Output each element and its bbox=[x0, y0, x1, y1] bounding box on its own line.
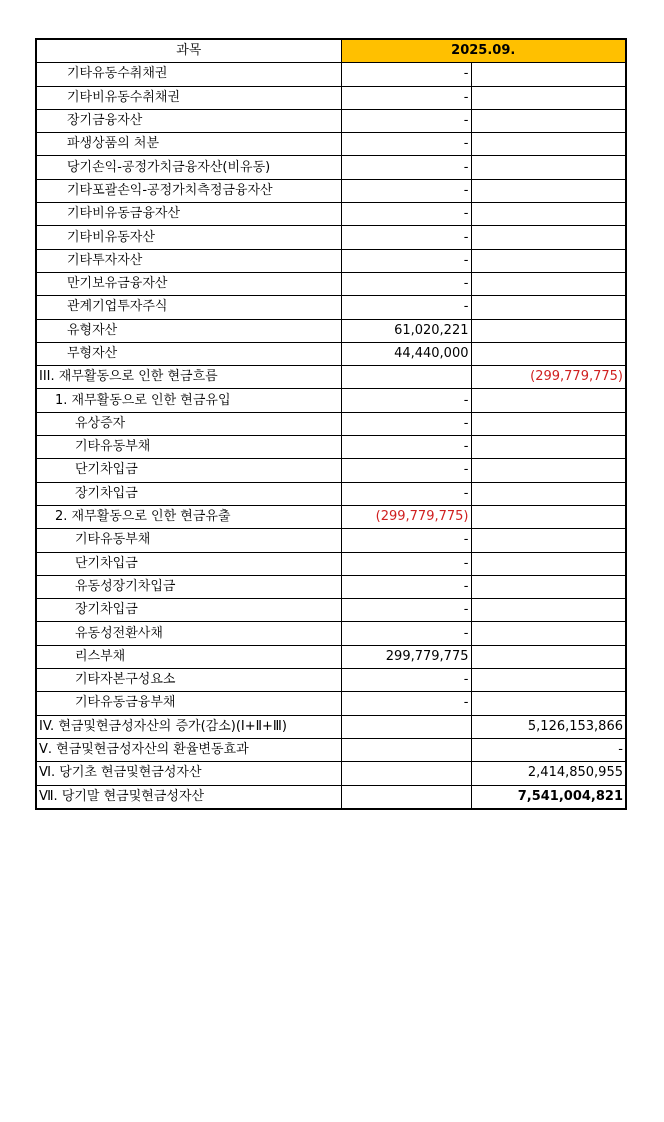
table-row bbox=[36, 482, 626, 505]
header-period: 2025.09. bbox=[341, 39, 626, 63]
table-row bbox=[36, 412, 626, 435]
row-sub-amount: 44,440,000 bbox=[341, 342, 471, 365]
row-sub-amount: - bbox=[341, 575, 471, 598]
row-label: 장기차입금 bbox=[36, 599, 341, 622]
table-row bbox=[36, 203, 626, 226]
row-total-amount bbox=[471, 319, 626, 342]
row-total-amount bbox=[471, 272, 626, 295]
row-sub-amount: - bbox=[341, 179, 471, 202]
row-total-amount bbox=[471, 109, 626, 132]
row-total-amount bbox=[471, 203, 626, 226]
row-total-amount bbox=[471, 389, 626, 412]
table-row bbox=[36, 366, 626, 389]
table-row bbox=[36, 459, 626, 482]
row-label: 기타유동부채 bbox=[36, 436, 341, 459]
row-sub-amount bbox=[341, 366, 471, 389]
table-row bbox=[36, 622, 626, 645]
row-total-amount bbox=[471, 296, 626, 319]
row-total-amount bbox=[471, 599, 626, 622]
row-label: 장기금융자산 bbox=[36, 109, 341, 132]
row-label: 관계기업투자주식 bbox=[36, 296, 341, 319]
row-label: 기타비유동자산 bbox=[36, 226, 341, 249]
row-sub-amount: - bbox=[341, 412, 471, 435]
row-label: 기타유동금융부채 bbox=[36, 692, 341, 715]
table-row bbox=[36, 645, 626, 668]
table-row bbox=[36, 738, 626, 761]
row-label: 파생상품의 처분 bbox=[36, 133, 341, 156]
row-total-amount: (299,779,775) bbox=[471, 366, 626, 389]
row-label: 1. 재무활동으로 인한 현금유입 bbox=[36, 389, 341, 412]
row-sub-amount: 299,779,775 bbox=[341, 645, 471, 668]
row-total-amount bbox=[471, 692, 626, 715]
row-sub-amount: - bbox=[341, 203, 471, 226]
table-row bbox=[36, 762, 626, 785]
row-label: 장기차입금 bbox=[36, 482, 341, 505]
row-total-amount: 7,541,004,821 bbox=[471, 785, 626, 809]
row-sub-amount: - bbox=[341, 482, 471, 505]
row-total-amount bbox=[471, 179, 626, 202]
row-total-amount: - bbox=[471, 738, 626, 761]
table-row bbox=[36, 342, 626, 365]
row-sub-amount: - bbox=[341, 669, 471, 692]
table-row bbox=[36, 389, 626, 412]
row-label: 기타비유동수취채권 bbox=[36, 86, 341, 109]
row-total-amount bbox=[471, 249, 626, 272]
table-row bbox=[36, 226, 626, 249]
row-label: 기타유동수취채권 bbox=[36, 63, 341, 86]
row-label: 단기차입금 bbox=[36, 459, 341, 482]
row-sub-amount: - bbox=[341, 436, 471, 459]
row-total-amount bbox=[471, 342, 626, 365]
table-row bbox=[36, 179, 626, 202]
row-label: 단기차입금 bbox=[36, 552, 341, 575]
row-label: III. 재무활동으로 인한 현금흐름 bbox=[36, 366, 341, 389]
table-row bbox=[36, 529, 626, 552]
row-sub-amount: - bbox=[341, 552, 471, 575]
row-label: 기타비유동금융자산 bbox=[36, 203, 341, 226]
table-row bbox=[36, 319, 626, 342]
row-total-amount bbox=[471, 622, 626, 645]
table-row bbox=[36, 109, 626, 132]
row-total-amount bbox=[471, 482, 626, 505]
row-sub-amount: - bbox=[341, 459, 471, 482]
row-sub-amount: (299,779,775) bbox=[341, 505, 471, 528]
row-sub-amount: - bbox=[341, 156, 471, 179]
table-row bbox=[36, 272, 626, 295]
table-row bbox=[36, 296, 626, 319]
row-sub-amount: - bbox=[341, 226, 471, 249]
row-label: Ⅵ. 당기초 현금및현금성자산 bbox=[36, 762, 341, 785]
row-sub-amount: - bbox=[341, 296, 471, 319]
row-label: 무형자산 bbox=[36, 342, 341, 365]
table-row bbox=[36, 599, 626, 622]
row-sub-amount bbox=[341, 738, 471, 761]
row-sub-amount: - bbox=[341, 133, 471, 156]
row-label: 유동성전환사채 bbox=[36, 622, 341, 645]
row-sub-amount bbox=[341, 785, 471, 809]
row-sub-amount: - bbox=[341, 86, 471, 109]
row-sub-amount: - bbox=[341, 272, 471, 295]
table-row bbox=[36, 575, 626, 598]
row-sub-amount: - bbox=[341, 63, 471, 86]
row-label: Ⅶ. 당기말 현금및현금성자산 bbox=[36, 785, 341, 809]
row-label: 2. 재무활동으로 인한 현금유출 bbox=[36, 505, 341, 528]
row-sub-amount: 61,020,221 bbox=[341, 319, 471, 342]
row-total-amount bbox=[471, 412, 626, 435]
row-total-amount bbox=[471, 63, 626, 86]
row-label: 유형자산 bbox=[36, 319, 341, 342]
row-label: 만기보유금융자산 bbox=[36, 272, 341, 295]
table-row bbox=[36, 715, 626, 738]
row-sub-amount bbox=[341, 762, 471, 785]
table-row bbox=[36, 63, 626, 86]
row-label: 유상증자 bbox=[36, 412, 341, 435]
header-account: 과목 bbox=[36, 39, 341, 63]
table-row bbox=[36, 249, 626, 272]
row-total-amount bbox=[471, 86, 626, 109]
row-sub-amount: - bbox=[341, 529, 471, 552]
row-total-amount bbox=[471, 226, 626, 249]
table-row bbox=[36, 785, 626, 809]
row-total-amount bbox=[471, 459, 626, 482]
row-total-amount bbox=[471, 645, 626, 668]
row-label: 당기손익-공정가치금융자산(비유동) bbox=[36, 156, 341, 179]
row-total-amount bbox=[471, 156, 626, 179]
row-sub-amount: - bbox=[341, 249, 471, 272]
row-label: 기타자본구성요소 bbox=[36, 669, 341, 692]
row-label: 기타투자자산 bbox=[36, 249, 341, 272]
row-sub-amount: - bbox=[341, 622, 471, 645]
row-sub-amount bbox=[341, 715, 471, 738]
table-row bbox=[36, 552, 626, 575]
row-total-amount bbox=[471, 505, 626, 528]
table-row bbox=[36, 505, 626, 528]
row-sub-amount: - bbox=[341, 389, 471, 412]
row-label: 리스부채 bbox=[36, 645, 341, 668]
row-label: 기타유동부채 bbox=[36, 529, 341, 552]
row-sub-amount: - bbox=[341, 599, 471, 622]
row-label: 유동성장기차입금 bbox=[36, 575, 341, 598]
table-row bbox=[36, 436, 626, 459]
table-header-row bbox=[36, 39, 626, 63]
row-total-amount: 2,414,850,955 bbox=[471, 762, 626, 785]
row-total-amount bbox=[471, 133, 626, 156]
row-sub-amount: - bbox=[341, 692, 471, 715]
cash-flow-table bbox=[35, 38, 627, 810]
row-sub-amount: - bbox=[341, 109, 471, 132]
table-row bbox=[36, 86, 626, 109]
row-total-amount bbox=[471, 436, 626, 459]
row-total-amount bbox=[471, 552, 626, 575]
row-label: IV. 현금및현금성자산의 증가(감소)(Ⅰ+Ⅱ+Ⅲ) bbox=[36, 715, 341, 738]
row-total-amount bbox=[471, 575, 626, 598]
row-total-amount bbox=[471, 529, 626, 552]
row-label: Ⅴ. 현금및현금성자산의 환율변동효과 bbox=[36, 738, 341, 761]
row-total-amount bbox=[471, 669, 626, 692]
table-row bbox=[36, 133, 626, 156]
table-row bbox=[36, 156, 626, 179]
row-total-amount: 5,126,153,866 bbox=[471, 715, 626, 738]
table-row bbox=[36, 692, 626, 715]
row-label: 기타포괄손익-공정가치측정금융자산 bbox=[36, 179, 341, 202]
table-row bbox=[36, 669, 626, 692]
